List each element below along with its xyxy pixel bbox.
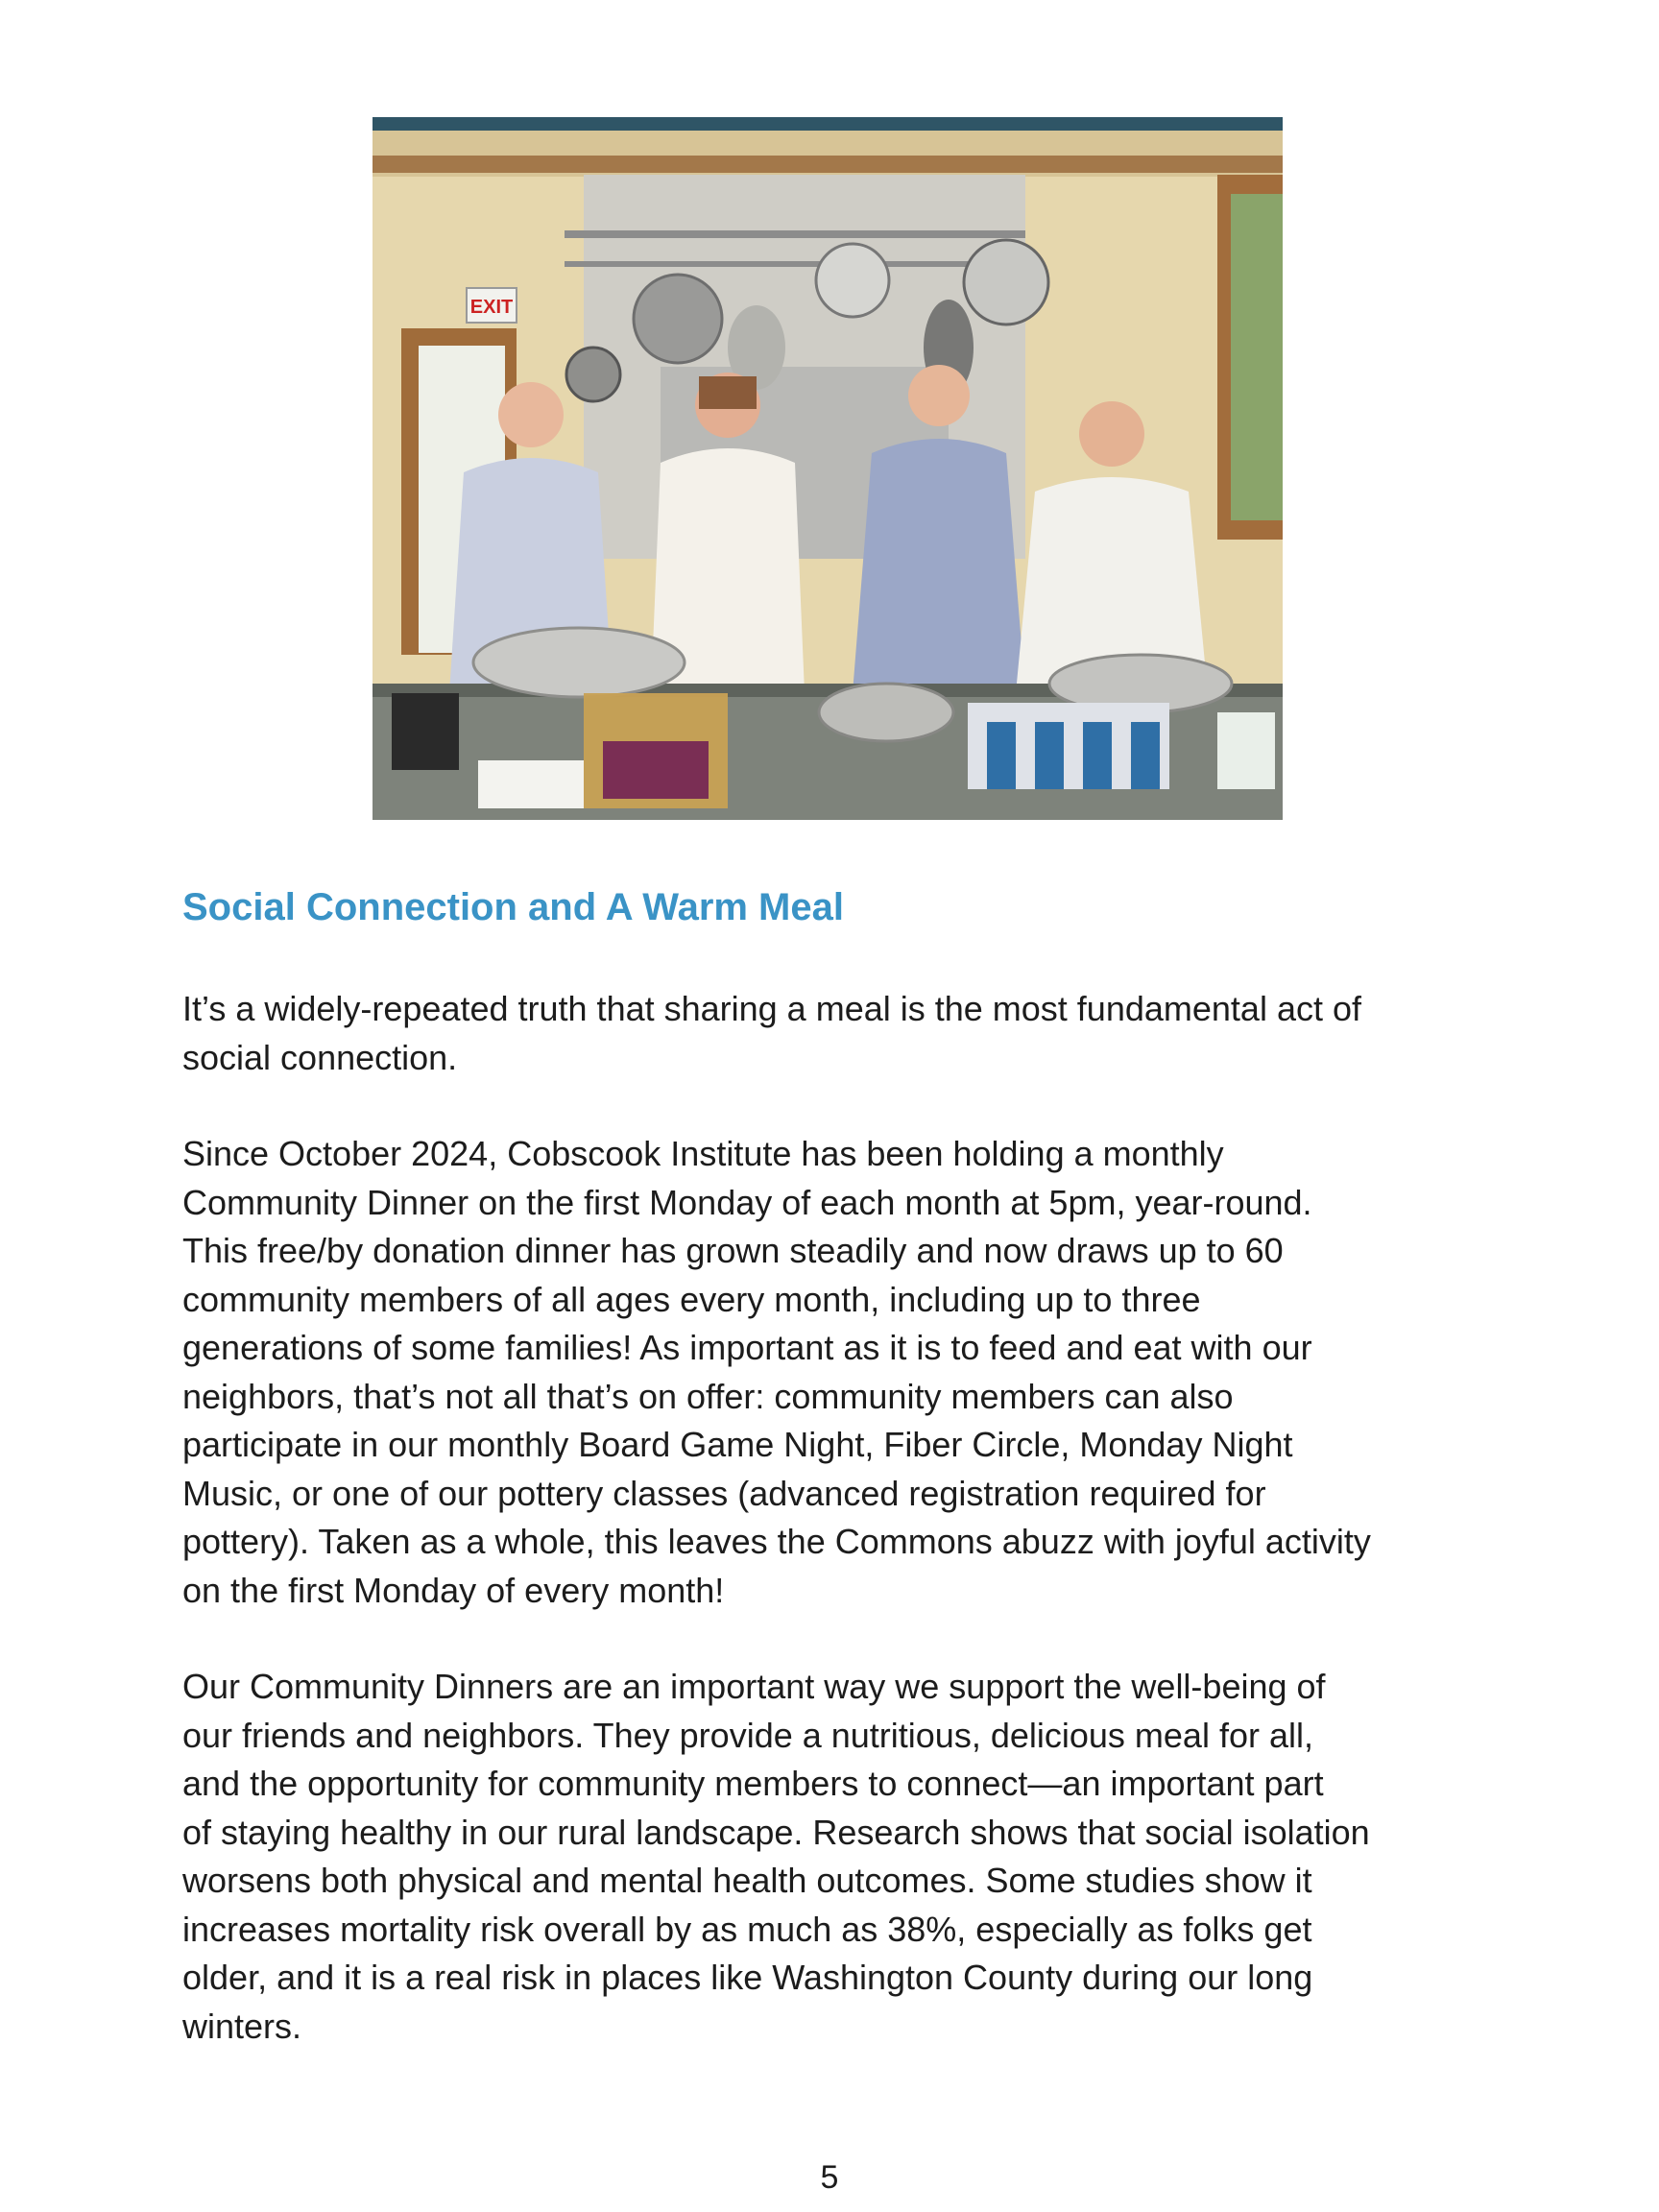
text-line: and the opportunity for community members to connect—an important part (182, 1764, 1324, 1803)
text-line: worsens both physical and mental health outcomes. Some studies show it (182, 1861, 1312, 1900)
text-line: Music, or one of our pottery classes (advanced registration required for (182, 1473, 1266, 1513)
text-line: of staying healthy in our rural landscape. Research shows that social isolation (182, 1812, 1370, 1852)
text-line: Community Dinner on the first Monday of each month at 5pm, year-round. (182, 1182, 1312, 1222)
text-line: older, and it is a real risk in places like Washington County during our long (182, 1958, 1313, 1997)
text-line: social connection. (182, 1037, 458, 1077)
text-line: Our Community Dinners are an important way we support the well-being of (182, 1667, 1326, 1706)
text-line: generations of some families! As important as it is to feed and eat with our (182, 1328, 1312, 1367)
text-line: increases mortality risk overall by as much as 38%, especially as folks get (182, 1909, 1312, 1949)
text-line: community members of all ages every month, including up to three (182, 1279, 1201, 1319)
text-line: This free/by donation dinner has grown steadily and now draws up to 60 (182, 1231, 1284, 1270)
paragraph-intro (182, 985, 1527, 1082)
text-line: on the first Monday of every month! (182, 1570, 725, 1610)
section-heading: Social Connection and A Warm Meal (182, 886, 844, 928)
text-line: neighbors, that’s not all that’s on offer: community members can also (182, 1376, 1234, 1416)
exit-sign: EXIT (469, 297, 514, 318)
text-line: pottery). Taken as a whole, this leaves the Commons abuzz with joyful activity (182, 1522, 1371, 1561)
paragraph-well-being (182, 1663, 1527, 2051)
text-line: winters. (182, 2006, 302, 2046)
kitchen-photo (373, 117, 1283, 820)
paragraph-community-dinner (182, 1130, 1527, 1615)
article-body (182, 985, 1527, 2099)
text-line: Since October 2024, Cobscook Institute has been holding a monthly (182, 1134, 1224, 1173)
page-number: 5 (820, 2159, 839, 2196)
text-line: our friends and neighbors. They provide a nutritious, delicious meal for all, (182, 1715, 1313, 1755)
text-line: It’s a widely-repeated truth that sharing a meal is the most fundamental act of (182, 989, 1361, 1028)
kitchen-photo-illustration (373, 117, 1283, 820)
text-line: participate in our monthly Board Game Night, Fiber Circle, Monday Night (182, 1425, 1293, 1464)
